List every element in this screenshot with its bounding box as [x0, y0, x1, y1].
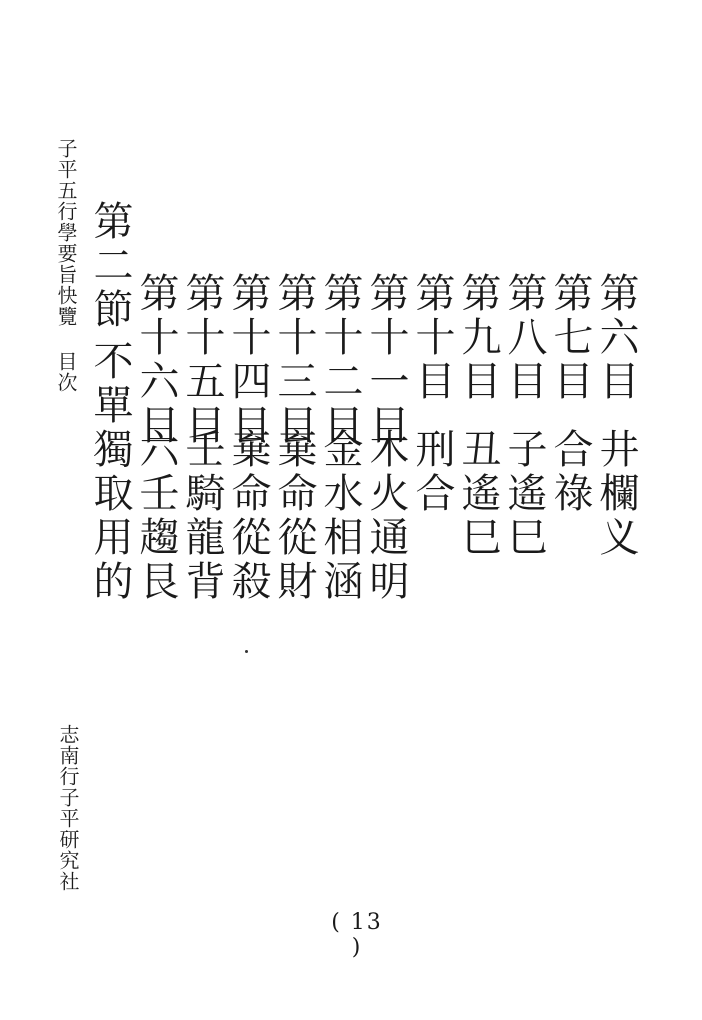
toc-entry-16 — [133, 272, 179, 604]
section-number: 第二節 — [87, 200, 133, 332]
entry-title: 壬騎龍背 — [179, 428, 225, 604]
entry-title: 子遙巳 — [501, 428, 547, 560]
section-label: 目次 — [54, 351, 78, 393]
entry-title: 六壬趨艮 — [133, 428, 179, 604]
entry-number: 第十一目 — [363, 272, 409, 448]
toc-entry-13 — [271, 272, 317, 604]
section-title: 不單獨取用的 — [87, 340, 133, 604]
entry-title: 木火通明 — [363, 428, 409, 604]
entry-number: 第八目 — [501, 272, 547, 404]
toc-entry-11 — [363, 272, 409, 604]
toc-entry-7 — [547, 272, 593, 516]
entry-title: 棄命從財 — [271, 428, 317, 604]
entry-number: 第十四目 — [225, 272, 271, 448]
publisher-name: 志南行子平研究社 — [56, 724, 80, 892]
book-title: 子平五行學要旨快覽 — [54, 138, 78, 327]
entry-number: 第七目 — [547, 272, 593, 404]
entry-title: 金水相涵 — [317, 428, 363, 604]
toc-entry-14 — [225, 272, 271, 604]
toc-entry-6 — [593, 272, 639, 560]
toc-entry-8 — [501, 272, 547, 560]
section-heading — [87, 200, 133, 604]
toc-entry-9 — [455, 272, 501, 560]
entry-number: 第九目 — [455, 272, 501, 404]
margin-header — [56, 138, 76, 393]
entry-number: 第十二目 — [317, 272, 363, 448]
entry-number: 第六目 — [593, 272, 639, 404]
ink-speck — [245, 650, 248, 653]
entry-number: 第十三目 — [271, 272, 317, 448]
entry-title: 井欄义 — [593, 428, 639, 560]
page-number: ( 13 ) — [331, 910, 383, 960]
entry-title: 棄命從殺 — [225, 428, 271, 604]
toc-entry-12 — [317, 272, 363, 604]
toc-entry-10 — [409, 272, 455, 516]
entry-title: 刑合 — [409, 428, 455, 516]
entry-number: 第十六目 — [133, 272, 179, 448]
entry-title: 丑遙巳 — [455, 428, 501, 560]
entry-number: 第十五目 — [179, 272, 225, 448]
entry-title: 合祿 — [547, 428, 593, 516]
toc-entry-15 — [179, 272, 225, 604]
entry-number: 第十目 — [409, 272, 455, 404]
